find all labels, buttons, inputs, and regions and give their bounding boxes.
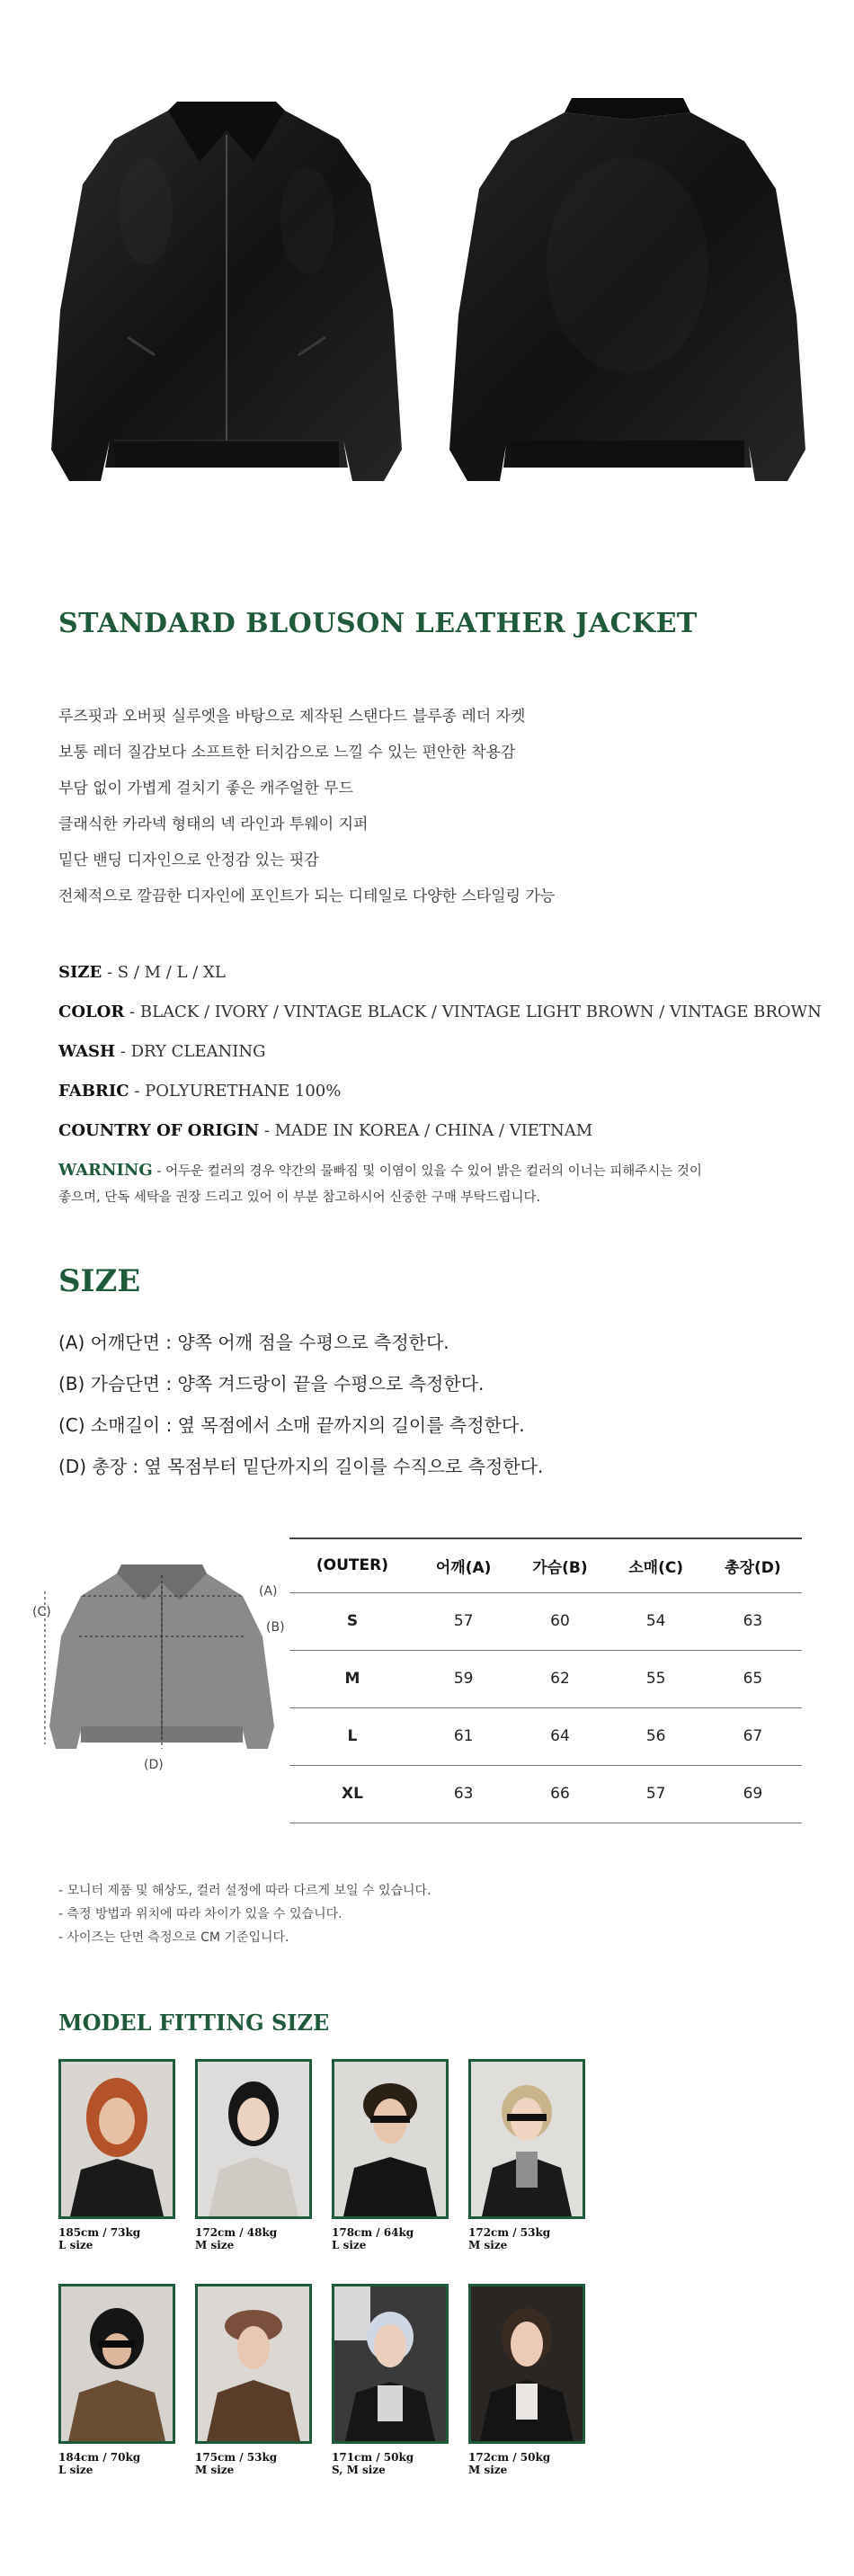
model-photo — [58, 2284, 175, 2444]
table-row — [289, 1707, 802, 1765]
spec-warning-key: WARNING — [58, 1161, 153, 1180]
spec-fabric — [58, 1072, 814, 1111]
size-note: - 사이즈는 단면 측정으로 CM 기준입니다. — [58, 1930, 289, 1945]
spec-color-value: - BLACK / IVORY / VINTAGE BLACK / VINTAGE LIGHT BROWN / VINTAGE BROWN — [124, 1003, 822, 1021]
spec-size — [58, 953, 814, 993]
table-cell-size: XL — [289, 1765, 415, 1823]
size-table-header-cell: (OUTER) — [289, 1538, 415, 1592]
model-photo — [332, 2059, 449, 2219]
size-table-header-cell: 총장(D) — [704, 1538, 802, 1592]
diagram-label-c: (C) — [32, 1605, 51, 1619]
table-cell-size: M — [289, 1650, 415, 1707]
model-stats: 175cm / 53kg — [195, 2451, 278, 2464]
table-cell: 61 — [415, 1707, 512, 1765]
product-title: STANDARD BLOUSON LEATHER JACKET — [58, 608, 698, 639]
table-row — [289, 1592, 802, 1650]
table-cell: 59 — [415, 1650, 512, 1707]
size-table-header-cell: 소매(C) — [609, 1538, 704, 1592]
model-card — [195, 2059, 312, 2251]
size-note: - 모니터 제품 및 해상도, 컬러 설정에 따라 다르게 보일 수 있습니다. — [58, 1884, 431, 1898]
model-photo — [195, 2059, 312, 2219]
spec-size-value: - S / M / L / XL — [102, 963, 226, 982]
table-cell: 57 — [609, 1765, 704, 1823]
size-table — [289, 1538, 802, 1823]
model-size: M size — [468, 2464, 508, 2476]
table-row — [289, 1765, 802, 1823]
measure-line: (A) 어깨단면 : 양쪽 어깨 점을 수평으로 측정한다. — [58, 1332, 449, 1353]
model-card — [332, 2059, 449, 2251]
spec-wash-value: - DRY CLEANING — [115, 1042, 266, 1061]
spec-origin-key: COUNTRY OF ORIGIN — [58, 1121, 260, 1140]
table-cell: 55 — [609, 1650, 704, 1707]
spec-warning-continued: 좋으며, 단독 세탁을 권장 드리고 있어 이 부분 참고하시어 신중한 구매 부탁드립니다. — [58, 1190, 541, 1205]
product-description — [58, 699, 814, 914]
size-section-title: SIZE — [58, 1263, 141, 1299]
table-cell: 65 — [704, 1650, 802, 1707]
model-stats: 185cm / 73kg — [58, 2226, 141, 2239]
spec-fabric-value: - POLYURETHANE 100% — [129, 1082, 342, 1101]
model-stats: 171cm / 50kg — [332, 2451, 414, 2464]
description-line: 밑단 밴딩 디자인으로 안정감 있는 핏감 — [58, 851, 319, 869]
model-size: L size — [58, 2239, 93, 2251]
diagram-label-a: (A) — [259, 1584, 278, 1599]
spec-color-key: COLOR — [58, 1003, 125, 1021]
description-line: 보통 레더 질감보다 소프트한 터치감으로 느낄 수 있는 편안한 착용감 — [58, 744, 516, 762]
model-photo — [332, 2284, 449, 2444]
measurement-guide — [58, 1322, 543, 1487]
description-line: 부담 없이 가볍게 걸치기 좋은 캐주얼한 무드 — [58, 780, 354, 798]
table-cell: 66 — [512, 1765, 608, 1823]
product-photos — [0, 85, 854, 517]
spec-origin — [58, 1111, 814, 1151]
description-line: 루즈핏과 오버핏 실루엣을 바탕으로 제작된 스탠다드 블루종 레더 자켓 — [58, 708, 526, 726]
table-cell: 60 — [512, 1592, 608, 1650]
spec-origin-value: - MADE IN KOREA / CHINA / VIETNAM — [259, 1121, 593, 1140]
product-specs — [58, 953, 822, 1209]
table-cell: 63 — [704, 1592, 802, 1650]
description-line: 클래식한 카라넥 형태의 넥 라인과 투웨이 지퍼 — [58, 816, 369, 833]
table-cell: 67 — [704, 1707, 802, 1765]
model-stats: 178cm / 64kg — [332, 2226, 414, 2239]
size-diagram-jacket — [27, 1555, 288, 1780]
model-card — [58, 2059, 175, 2251]
measure-line: (D) 총장 : 옆 목점부터 밑단까지의 길이를 수직으로 측정한다. — [58, 1456, 544, 1477]
jacket-back-image — [439, 85, 816, 508]
spec-wash-key: WASH — [58, 1042, 116, 1061]
spec-color — [58, 993, 822, 1032]
diagram-label-b: (B) — [266, 1620, 285, 1635]
table-cell: 64 — [512, 1707, 608, 1765]
model-photo — [468, 2284, 585, 2444]
measure-line: (B) 가슴단면 : 양쪽 겨드랑이 끝을 수평으로 측정한다. — [58, 1373, 485, 1395]
model-photo — [58, 2059, 175, 2219]
diagram-label-d: (D) — [144, 1758, 164, 1772]
table-cell: 57 — [415, 1592, 512, 1650]
table-row — [289, 1650, 802, 1707]
table-cell: 54 — [609, 1592, 704, 1650]
model-stats: 172cm / 53kg — [468, 2226, 551, 2239]
model-size: S, M size — [332, 2464, 386, 2476]
model-card — [468, 2059, 585, 2251]
size-table-header-cell: 어깨(A) — [415, 1538, 512, 1592]
spec-wash — [58, 1032, 814, 1072]
model-photo — [468, 2059, 585, 2219]
size-diagram — [27, 1555, 288, 1780]
model-size: M size — [195, 2464, 235, 2476]
size-table-header — [289, 1538, 802, 1592]
size-table-header-cell: 가슴(B) — [512, 1538, 608, 1592]
model-card — [195, 2284, 312, 2476]
size-note: - 측정 방법과 위치에 따라 차이가 있을 수 있습니다. — [58, 1907, 342, 1921]
size-notes — [58, 1879, 431, 1949]
model-size: M size — [195, 2239, 235, 2251]
model-stats: 172cm / 48kg — [195, 2226, 278, 2239]
table-cell-size: S — [289, 1592, 415, 1650]
model-stats: 184cm / 70kg — [58, 2451, 141, 2464]
model-size: M size — [468, 2239, 508, 2251]
spec-fabric-key: FABRIC — [58, 1082, 129, 1101]
jacket-front-image — [38, 85, 415, 508]
table-cell: 62 — [512, 1650, 608, 1707]
model-photo — [195, 2284, 312, 2444]
description-line: 전체적으로 깔끔한 디자인에 포인트가 되는 디테일로 다양한 스타일링 가능 — [58, 887, 556, 905]
spec-size-key: SIZE — [58, 963, 102, 982]
model-card — [468, 2284, 585, 2476]
table-cell: 56 — [609, 1707, 704, 1765]
model-size: L size — [332, 2239, 367, 2251]
measure-line: (C) 소매길이 : 옆 목점에서 소매 끝까지의 길이를 측정한다. — [58, 1414, 525, 1436]
table-cell: 63 — [415, 1765, 512, 1823]
model-fitting-title: MODEL FITTING SIZE — [58, 2010, 330, 2036]
model-card — [332, 2284, 449, 2476]
spec-warning-value: - 어두운 컬러의 경우 약간의 물빠짐 및 이염이 있을 수 있어 밝은 컬러의 이너는 피해주시는 것이 — [152, 1164, 702, 1179]
model-stats: 172cm / 50kg — [468, 2451, 551, 2464]
model-size: L size — [58, 2464, 93, 2476]
table-cell-size: L — [289, 1707, 415, 1765]
model-card — [58, 2284, 175, 2476]
table-cell: 69 — [704, 1765, 802, 1823]
